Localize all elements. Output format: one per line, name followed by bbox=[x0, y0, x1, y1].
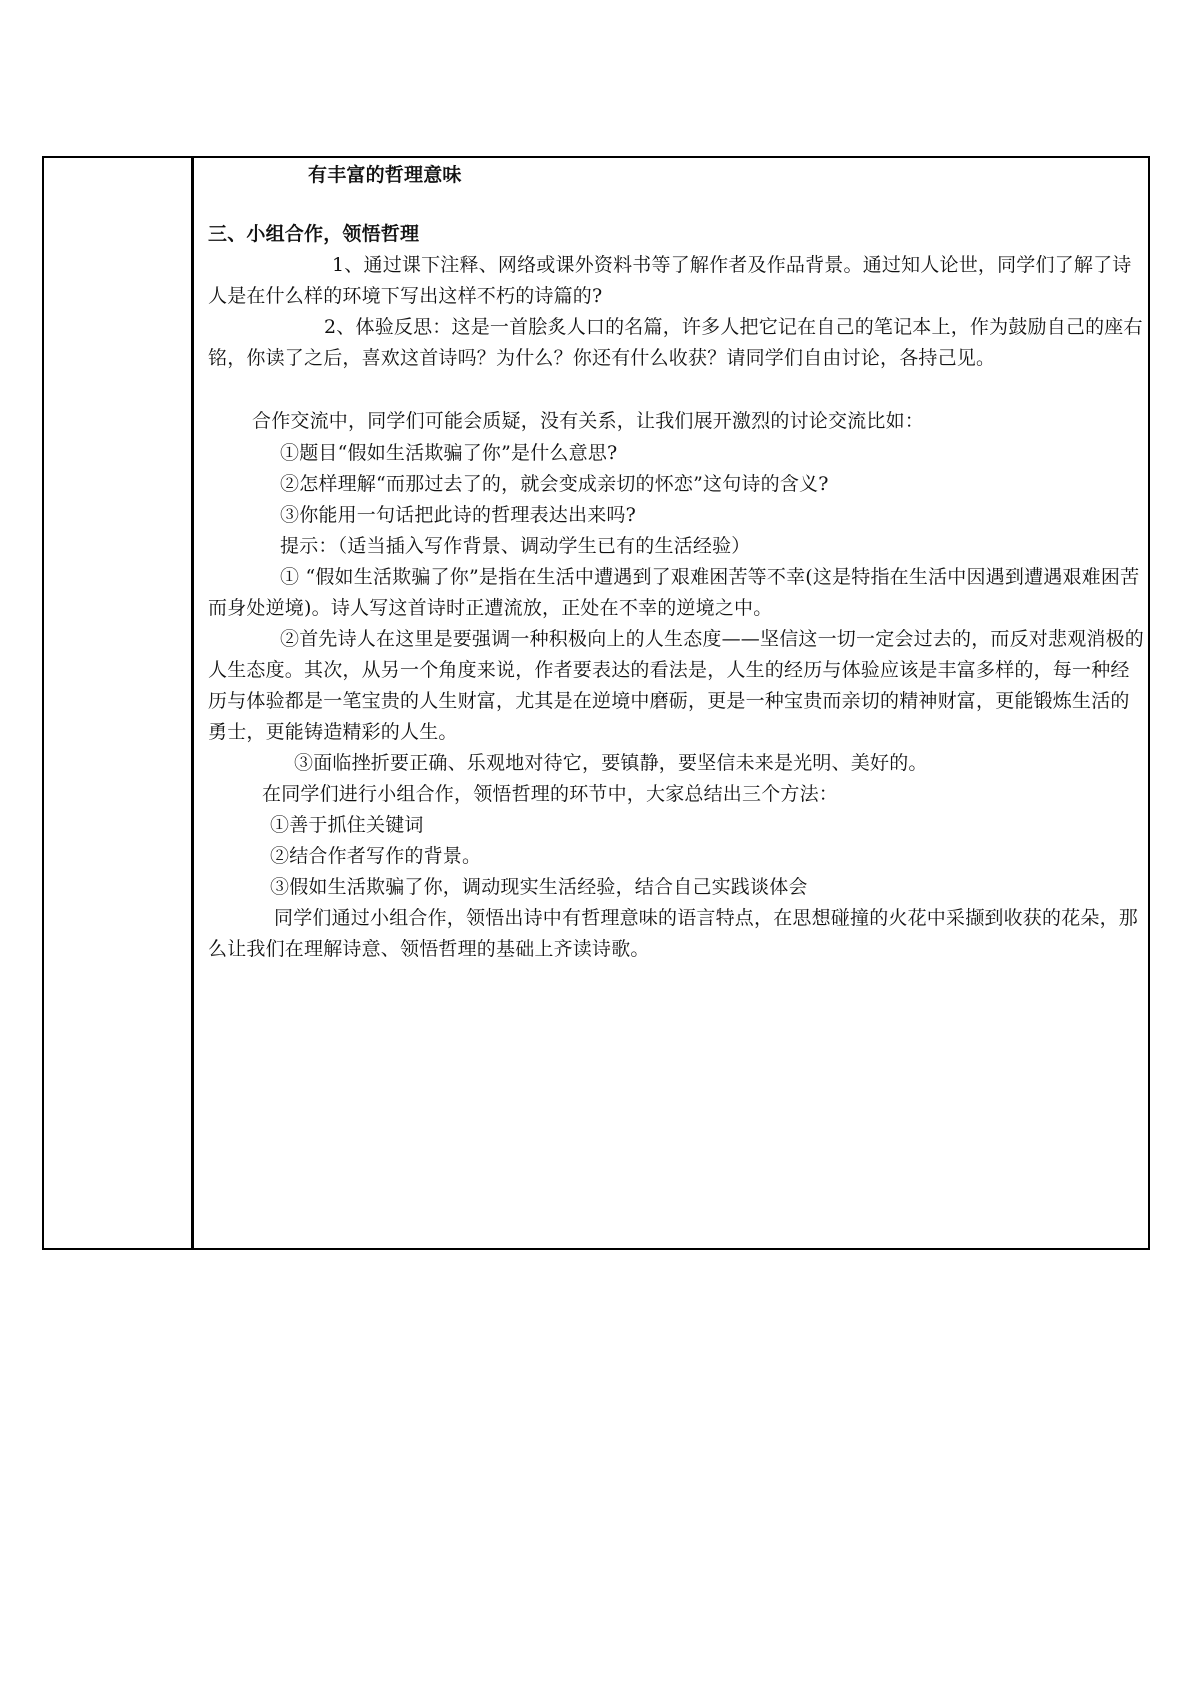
method-3: ③假如生活欺骗了你，调动现实生活经验，结合自己实践谈体会 bbox=[270, 876, 808, 898]
answer-2: ②首先诗人在这里是要强调一种积极向上的人生态度——坚信这一切一定会过去的，而反对悲观消极的人生态度。其次，从另一个角度来说，作者要表达的看法是，人生的经历与体验应该是丰富多样的，每一种经历与体验都是一笔宝贵的人生财富，尤其是在逆境中磨砺，更是一种宝贵而亲切的精神财富，更能锻炼生活的勇士，更能铸造精彩的人生。 bbox=[208, 628, 1145, 743]
hint-line: 提示：（适当插入写作背景、调动学生已有的生活经验） bbox=[280, 535, 751, 557]
question-1: ①题目“假如生活欺骗了你”是什么意思? bbox=[280, 442, 618, 464]
paragraph-step-1: 1、通过课下注释、网络或课外资料书等了解作者及作品背景。通过知人论世，同学们了解了诗人是在什么样的环境下写出这样不朽的诗篇的? bbox=[208, 254, 1132, 307]
question-3: ③你能用一句话把此诗的哲理表达出来吗? bbox=[280, 504, 636, 526]
paragraph-discussion-intro: 合作交流中，同学们可能会质疑，没有关系，让我们展开激烈的讨论交流比如： bbox=[252, 410, 925, 432]
continued-heading: 有丰富的哲理意味 bbox=[308, 164, 462, 186]
question-2: ②怎样理解“而那过去了的，就会变成亲切的怀恋”这句诗的含义? bbox=[280, 473, 829, 495]
answer-1: ① “假如生活欺骗了你”是指在生活中遭遇到了艰难困苦等不幸(这是特指在生活中因遇到遭遇艰难困苦而身处逆境)。诗人写这首诗时正遭流放，正处在不幸的逆境之中。 bbox=[208, 566, 1140, 619]
table-content-cell bbox=[194, 158, 1148, 1248]
answer-3: ③面临挫折要正确、乐观地对待它，要镇静，要坚信未来是光明、美好的。 bbox=[294, 752, 928, 774]
table-left-column bbox=[44, 158, 194, 1248]
method-2: ②结合作者写作的背景。 bbox=[270, 845, 482, 867]
methods-intro: 在同学们进行小组合作，领悟哲理的环节中，大家总结出三个方法： bbox=[262, 783, 839, 805]
paragraph-step-2: 2、体验反思：这是一首脍炙人口的名篇，许多人把它记在自己的笔记本上，作为鼓励自己的座右铭，你读了之后，喜欢这首诗吗？为什么？你还有什么收获？请同学们自由讨论，各持己见。 bbox=[208, 316, 1143, 369]
method-1: ①善于抓住关键词 bbox=[270, 814, 424, 836]
paragraph-conclusion: 同学们通过小组合作，领悟出诗中有哲理意味的语言特点，在思想碰撞的火花中采撷到收获的花朵，那么让我们在理解诗意、领悟哲理的基础上齐读诗歌。 bbox=[208, 907, 1139, 960]
lesson-table bbox=[42, 156, 1150, 1250]
section-title: 三、小组合作，领悟哲理 bbox=[208, 223, 420, 245]
